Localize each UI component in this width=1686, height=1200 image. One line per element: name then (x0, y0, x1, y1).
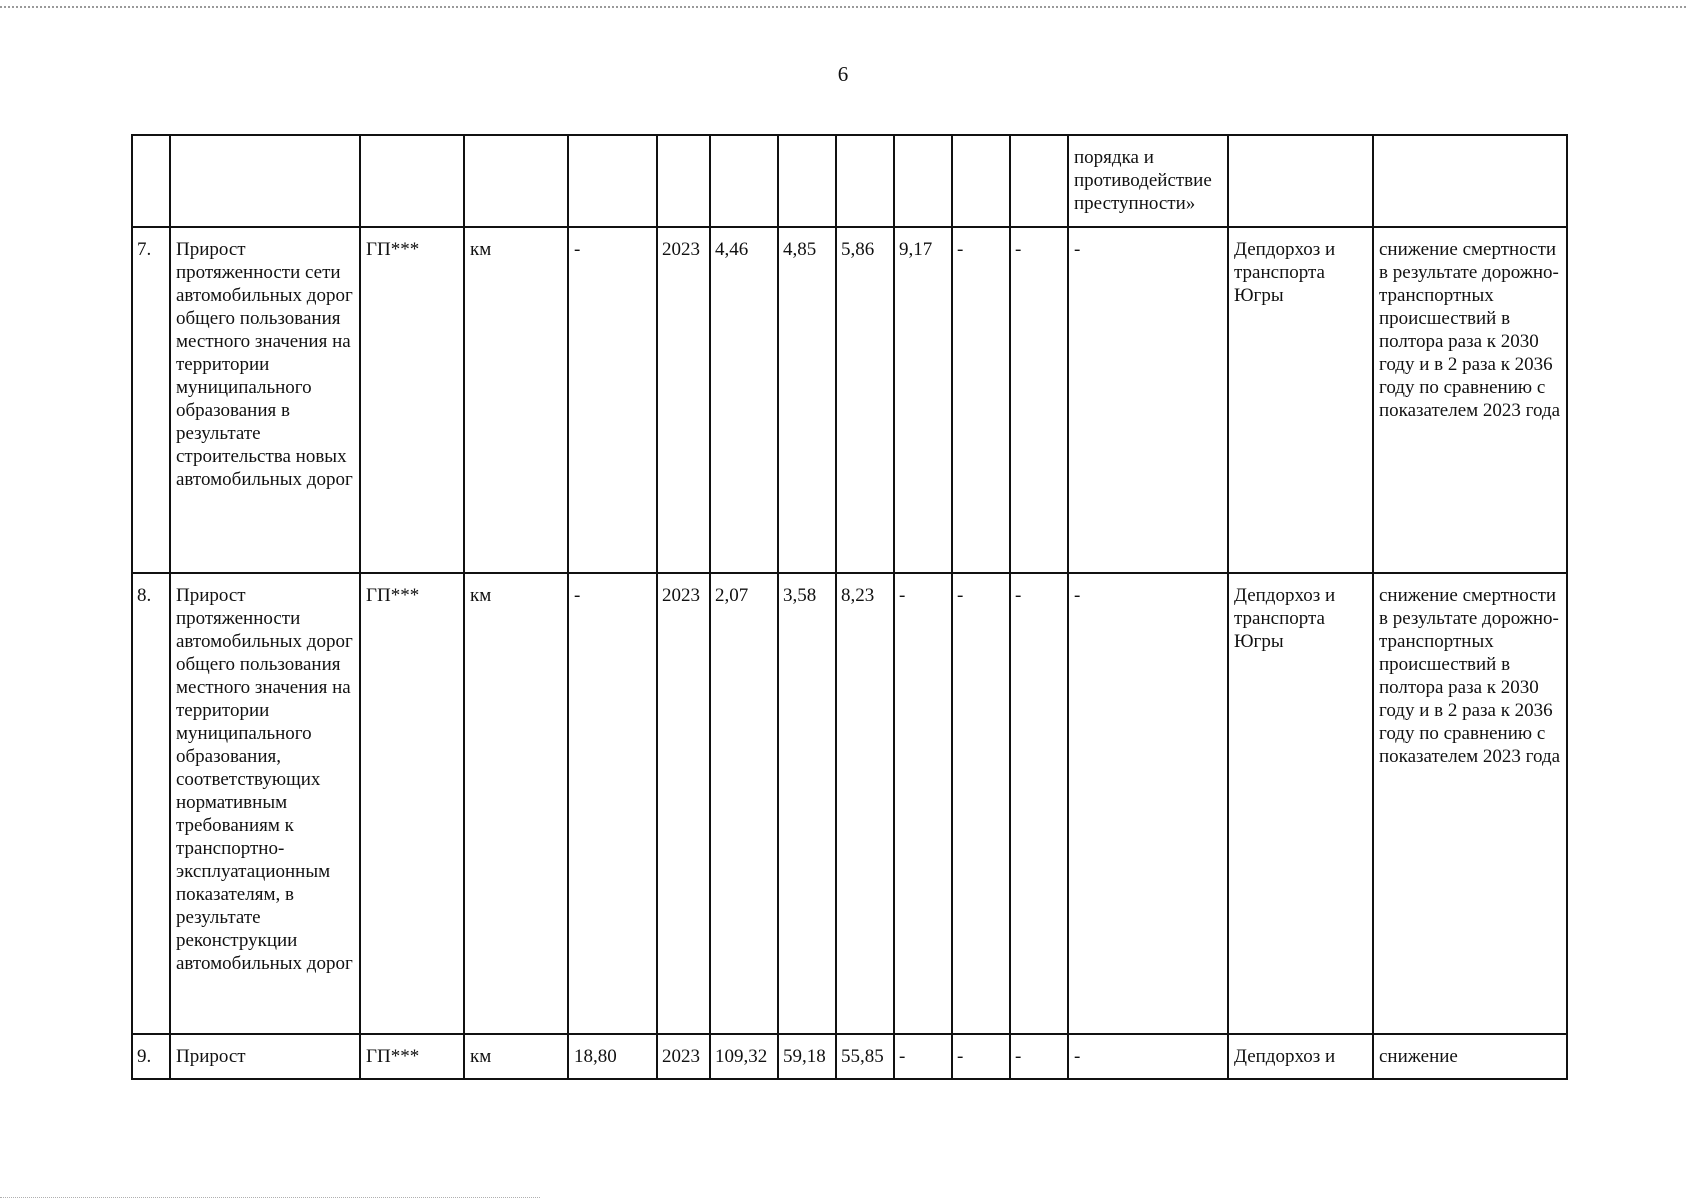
value-1: 2,07 (710, 573, 778, 1034)
value-2: 59,18 (778, 1034, 836, 1079)
value-5: - (952, 1034, 1010, 1079)
table-cell (778, 135, 836, 227)
indicator-name: Прирост (170, 1034, 360, 1079)
table-cell (952, 135, 1010, 227)
indicator-type: ГП*** (360, 573, 464, 1034)
table-cell (568, 135, 657, 227)
goal-link-cell: снижение (1373, 1034, 1567, 1079)
value-6: - (1010, 1034, 1068, 1079)
base-value: - (568, 227, 657, 573)
value-3: 55,85 (836, 1034, 894, 1079)
table-row (132, 573, 1567, 1034)
responsible-cell: Депдорхоз и (1228, 1034, 1373, 1079)
unit: км (464, 573, 568, 1034)
table-row (132, 1034, 1567, 1079)
document-cell: - (1068, 227, 1228, 573)
document-cell: порядка и противодействие преступности» (1068, 135, 1228, 227)
value-2: 3,58 (778, 573, 836, 1034)
indicator-name: Прирост протяженности автомобильных дорог общего пользования местного значения на территории муниципального образования, соответствующих нормативным требованиям к транспортно-эксплуатационным показателям, в результате реконструкции автомобильных дорог (170, 573, 360, 1034)
value-6: - (1010, 573, 1068, 1034)
table-cell (464, 135, 568, 227)
table-cell (710, 135, 778, 227)
base-year: 2023 (657, 1034, 710, 1079)
value-5: - (952, 227, 1010, 573)
indicator-type: ГП*** (360, 227, 464, 573)
indicator-type: ГП*** (360, 1034, 464, 1079)
unit: км (464, 1034, 568, 1079)
base-year: 2023 (657, 227, 710, 573)
unit: км (464, 227, 568, 573)
table-row (132, 227, 1567, 573)
table-cell (1373, 135, 1567, 227)
row-index: 9. (132, 1034, 170, 1079)
table-cell (170, 135, 360, 227)
goal-link-cell: снижение смертности в результате дорожно-транспортных происшествий в полтора раза к 2030 году и в 2 раза к 2036 году по сравнению с показателем 2023 года (1373, 227, 1567, 573)
responsible-cell: Депдорхоз и транспорта Югры (1228, 227, 1373, 573)
table-cell (1010, 135, 1068, 227)
value-4: - (894, 1034, 952, 1079)
table-cell (360, 135, 464, 227)
indicator-name: Прирост протяженности сети автомобильных дорог общего пользования местного значения на территории муниципального образования в результате строительства новых автомобильных дорог (170, 227, 360, 573)
scan-edge-bottom (0, 1197, 540, 1198)
value-3: 5,86 (836, 227, 894, 573)
base-value: 18,80 (568, 1034, 657, 1079)
table-cell (894, 135, 952, 227)
indicators-table (131, 134, 1568, 1080)
scan-edge-top (0, 6, 1686, 8)
table-cell (836, 135, 894, 227)
value-5: - (952, 573, 1010, 1034)
page-number: 6 (837, 62, 849, 86)
value-6: - (1010, 227, 1068, 573)
responsible-cell: Депдорхоз и транспорта Югры (1228, 573, 1373, 1034)
value-1: 109,32 (710, 1034, 778, 1079)
base-year: 2023 (657, 573, 710, 1034)
value-3: 8,23 (836, 573, 894, 1034)
value-4: - (894, 573, 952, 1034)
document-cell: - (1068, 1034, 1228, 1079)
value-1: 4,46 (710, 227, 778, 573)
table-cell (657, 135, 710, 227)
value-2: 4,85 (778, 227, 836, 573)
table-cell (132, 135, 170, 227)
row-index: 8. (132, 573, 170, 1034)
value-4: 9,17 (894, 227, 952, 573)
continuation-row (132, 135, 1567, 227)
base-value: - (568, 573, 657, 1034)
document-cell: - (1068, 573, 1228, 1034)
goal-link-cell: снижение смертности в результате дорожно-транспортных происшествий в полтора раза к 2030 году и в 2 раза к 2036 году по сравнению с показателем 2023 года (1373, 573, 1567, 1034)
table-cell (1228, 135, 1373, 227)
row-index: 7. (132, 227, 170, 573)
